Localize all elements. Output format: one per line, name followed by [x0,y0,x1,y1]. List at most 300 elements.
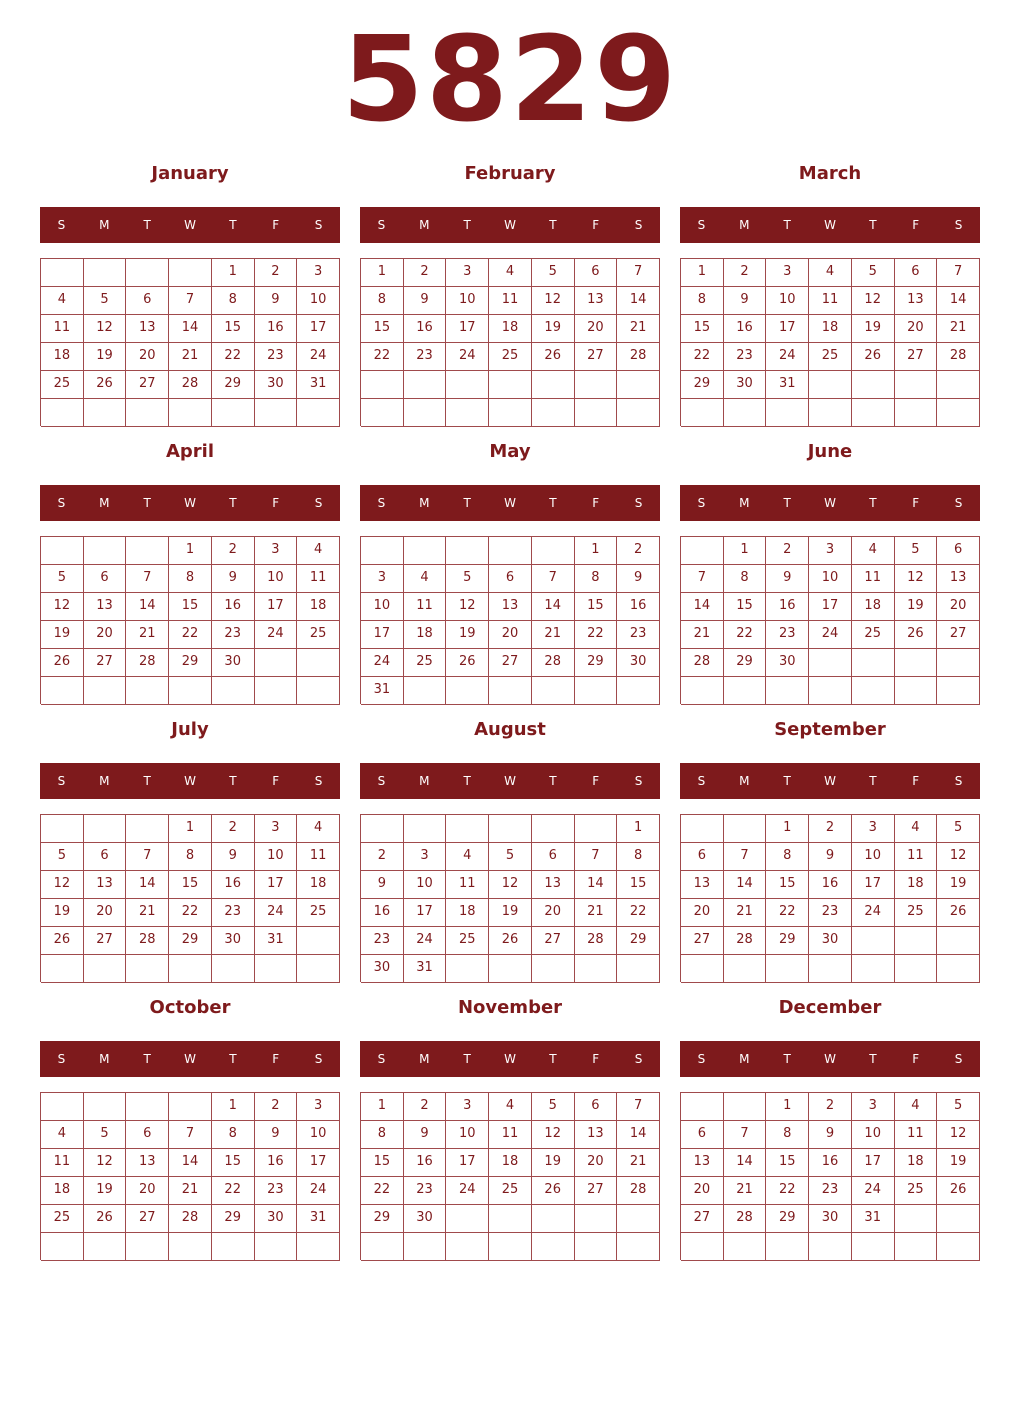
day-cell: 3 [852,1093,895,1121]
empty-day-cell [297,677,340,705]
day-cell: 28 [126,649,169,677]
empty-day-cell [446,537,489,565]
day-cell: 6 [84,565,127,593]
day-cell: 11 [895,843,938,871]
day-cell: 29 [766,927,809,955]
month-november [360,994,660,1272]
empty-day-cell [724,1093,767,1121]
day-cell: 16 [255,1149,298,1177]
weekday-label: T [869,774,877,788]
day-cell: 12 [41,593,84,621]
day-cell: 11 [297,843,340,871]
month-title: April [165,441,215,462]
day-cell: 20 [681,899,724,927]
day-cell: 21 [937,315,980,343]
day-cell: 5 [84,1121,127,1149]
day-cell: 17 [852,1149,895,1177]
day-cell: 14 [681,593,724,621]
empty-day-cell [84,399,127,427]
day-cell: 7 [169,287,212,315]
empty-day-cell [255,649,298,677]
day-cell: 7 [937,259,980,287]
day-cell: 18 [852,593,895,621]
day-cell: 13 [126,1149,169,1177]
day-cell: 4 [895,1093,938,1121]
day-cell: 4 [489,1093,532,1121]
day-cell: 11 [895,1121,938,1149]
day-cell: 15 [724,593,767,621]
empty-day-cell [895,649,938,677]
empty-day-cell [446,677,489,705]
day-cell: 24 [297,343,340,371]
weekday-label: W [504,218,516,232]
empty-day-cell [84,1093,127,1121]
day-cell: 15 [212,315,255,343]
empty-day-cell [575,955,618,983]
day-cell: 11 [809,287,852,315]
empty-day-cell [766,677,809,705]
day-cell: 6 [532,843,575,871]
day-cell: 23 [617,621,660,649]
weekday-label: F [592,1052,600,1066]
day-cell: 23 [255,1177,298,1205]
day-cell: 21 [126,621,169,649]
day-cell: 21 [126,899,169,927]
weekday-label: T [463,496,471,510]
weekday-label: M [739,1052,750,1066]
month-march [680,160,980,438]
weekday-header [40,1041,340,1077]
day-cell: 20 [895,315,938,343]
day-cell: 6 [84,843,127,871]
weekday-label: W [184,774,196,788]
month-title: July [171,719,209,740]
day-cell: 31 [852,1205,895,1233]
weekday-label: T [229,218,237,232]
day-cell: 25 [895,899,938,927]
day-cell: 7 [724,843,767,871]
day-cell: 17 [404,899,447,927]
empty-day-cell [575,399,618,427]
day-cell: 17 [255,871,298,899]
day-cell: 28 [575,927,618,955]
day-cell: 11 [852,565,895,593]
day-cell: 12 [532,1121,575,1149]
empty-day-cell [809,371,852,399]
day-cell: 3 [852,815,895,843]
empty-day-cell [937,399,980,427]
weekday-label: T [549,496,557,510]
day-cell: 4 [297,815,340,843]
months-grid [40,160,980,1272]
empty-day-cell [297,1233,340,1261]
day-cell: 17 [852,871,895,899]
day-cell: 1 [681,259,724,287]
weekday-label: M [419,1052,430,1066]
weekday-label: W [184,1052,196,1066]
day-cell: 8 [361,287,404,315]
day-cell: 18 [41,343,84,371]
day-cell: 17 [297,1149,340,1177]
weekday-header [40,763,340,799]
day-cell: 25 [809,343,852,371]
day-cell: 22 [169,621,212,649]
day-cell: 10 [852,843,895,871]
empty-day-cell [617,371,660,399]
empty-day-cell [575,677,618,705]
day-cell: 24 [361,649,404,677]
empty-day-cell [809,955,852,983]
day-cell: 27 [84,927,127,955]
day-cell: 3 [297,259,340,287]
empty-day-cell [41,259,84,287]
day-cell: 29 [724,649,767,677]
day-cell: 13 [681,871,724,899]
weekday-label: S [377,774,386,788]
day-cell: 26 [937,1177,980,1205]
empty-day-cell [169,1233,212,1261]
day-cell: 21 [724,1177,767,1205]
month-title: June [807,441,853,462]
weekday-label: S [954,774,963,788]
empty-day-cell [766,1233,809,1261]
day-cell: 1 [766,815,809,843]
day-cell: 28 [724,1205,767,1233]
empty-day-cell [169,259,212,287]
day-cell: 9 [255,1121,298,1149]
day-cell: 27 [126,1205,169,1233]
day-cell: 5 [532,1093,575,1121]
weekday-label: S [377,218,386,232]
day-cell: 3 [766,259,809,287]
day-cell: 9 [404,1121,447,1149]
empty-day-cell [681,399,724,427]
empty-day-cell [404,677,447,705]
weekday-label: T [143,496,151,510]
day-cell: 9 [255,287,298,315]
empty-day-cell [41,1233,84,1261]
weekday-label: W [504,1052,516,1066]
day-cell: 23 [404,1177,447,1205]
day-cell: 25 [489,343,532,371]
weekday-label: T [143,218,151,232]
day-cell: 9 [404,287,447,315]
day-cell: 15 [169,871,212,899]
day-cell: 9 [809,1121,852,1149]
day-cell: 10 [852,1121,895,1149]
day-cell: 27 [126,371,169,399]
day-cell: 12 [532,287,575,315]
day-cell: 13 [489,593,532,621]
day-cell: 22 [212,343,255,371]
empty-day-cell [446,371,489,399]
day-cell: 16 [212,593,255,621]
empty-day-cell [937,371,980,399]
day-cell: 11 [404,593,447,621]
day-cell: 19 [84,1177,127,1205]
day-cell: 29 [212,371,255,399]
empty-day-cell [809,399,852,427]
day-cell: 26 [489,927,532,955]
day-cell: 25 [852,621,895,649]
empty-day-cell [681,537,724,565]
empty-day-cell [297,927,340,955]
day-cell: 30 [404,1205,447,1233]
weekday-label: S [954,1052,963,1066]
empty-day-cell [489,537,532,565]
day-cell: 5 [532,259,575,287]
day-cell: 29 [212,1205,255,1233]
day-cell: 10 [297,1121,340,1149]
day-cell: 13 [575,1121,618,1149]
weekday-label: T [143,774,151,788]
day-cell: 9 [809,843,852,871]
month-august [360,716,660,994]
day-cell: 7 [126,843,169,871]
day-grid [40,536,340,704]
weekday-header [680,1041,980,1077]
day-cell: 8 [169,843,212,871]
day-cell: 26 [41,649,84,677]
day-cell: 26 [852,343,895,371]
day-cell: 17 [446,315,489,343]
day-cell: 19 [937,871,980,899]
weekday-label: M [739,218,750,232]
empty-day-cell [212,677,255,705]
day-cell: 19 [41,899,84,927]
empty-day-cell [575,1233,618,1261]
empty-day-cell [937,955,980,983]
day-cell: 4 [489,259,532,287]
day-cell: 26 [895,621,938,649]
empty-day-cell [41,677,84,705]
day-cell: 2 [404,1093,447,1121]
weekday-label: F [592,218,600,232]
day-cell: 23 [766,621,809,649]
day-cell: 8 [212,287,255,315]
weekday-label: T [229,774,237,788]
day-cell: 7 [532,565,575,593]
day-cell: 25 [41,1205,84,1233]
empty-day-cell [361,399,404,427]
day-cell: 9 [724,287,767,315]
day-cell: 4 [809,259,852,287]
empty-day-cell [617,399,660,427]
day-cell: 10 [766,287,809,315]
weekday-label: S [954,496,963,510]
weekday-label: S [697,218,706,232]
day-cell: 7 [681,565,724,593]
day-cell: 15 [617,871,660,899]
day-cell: 25 [297,899,340,927]
day-cell: 6 [575,259,618,287]
weekday-label: M [99,774,110,788]
day-cell: 10 [809,565,852,593]
day-cell: 5 [895,537,938,565]
day-cell: 22 [681,343,724,371]
day-cell: 20 [575,315,618,343]
empty-day-cell [852,399,895,427]
weekday-label: T [783,218,791,232]
empty-day-cell [617,955,660,983]
day-cell: 13 [937,565,980,593]
day-cell: 12 [895,565,938,593]
day-cell: 19 [895,593,938,621]
day-cell: 19 [852,315,895,343]
day-cell: 29 [681,371,724,399]
day-cell: 27 [681,927,724,955]
day-cell: 6 [681,843,724,871]
day-cell: 26 [532,343,575,371]
day-cell: 20 [84,899,127,927]
empty-day-cell [404,815,447,843]
weekday-label: T [783,774,791,788]
day-cell: 1 [575,537,618,565]
day-cell: 7 [126,565,169,593]
day-cell: 8 [575,565,618,593]
day-cell: 22 [361,343,404,371]
month-title: May [489,441,531,462]
day-cell: 5 [41,843,84,871]
weekday-header [360,207,660,243]
weekday-header [40,485,340,521]
day-cell: 2 [809,1093,852,1121]
day-cell: 30 [212,927,255,955]
empty-day-cell [489,1205,532,1233]
weekday-label: T [869,1052,877,1066]
empty-day-cell [169,399,212,427]
weekday-label: M [99,218,110,232]
month-title: October [149,997,231,1018]
weekday-label: W [504,774,516,788]
day-cell: 26 [532,1177,575,1205]
weekday-label: S [697,496,706,510]
day-cell: 28 [169,1205,212,1233]
month-may [360,438,660,716]
empty-day-cell [169,1093,212,1121]
day-cell: 17 [255,593,298,621]
day-cell: 5 [937,1093,980,1121]
weekday-label: F [912,496,920,510]
day-cell: 31 [297,1205,340,1233]
day-cell: 19 [489,899,532,927]
day-cell: 12 [84,315,127,343]
empty-day-cell [809,677,852,705]
day-cell: 4 [404,565,447,593]
day-cell: 24 [446,1177,489,1205]
empty-day-cell [84,815,127,843]
day-cell: 14 [724,871,767,899]
empty-day-cell [361,815,404,843]
day-cell: 5 [937,815,980,843]
empty-day-cell [212,1233,255,1261]
empty-day-cell [404,371,447,399]
day-cell: 7 [169,1121,212,1149]
day-cell: 25 [41,371,84,399]
day-cell: 4 [895,815,938,843]
weekday-label: W [824,774,836,788]
empty-day-cell [852,927,895,955]
weekday-label: M [739,774,750,788]
empty-day-cell [724,815,767,843]
day-cell: 4 [852,537,895,565]
day-cell: 16 [809,1149,852,1177]
day-grid [40,258,340,426]
weekday-header [360,763,660,799]
weekday-label: S [57,218,66,232]
day-cell: 28 [681,649,724,677]
day-cell: 2 [724,259,767,287]
day-cell: 21 [724,899,767,927]
day-cell: 8 [169,565,212,593]
month-december [680,994,980,1272]
day-cell: 28 [532,649,575,677]
weekday-label: S [377,1052,386,1066]
day-cell: 25 [895,1177,938,1205]
day-cell: 19 [532,315,575,343]
day-cell: 18 [489,315,532,343]
month-title: December [778,997,882,1018]
weekday-label: S [634,774,643,788]
empty-day-cell [724,399,767,427]
day-cell: 31 [255,927,298,955]
day-grid [40,814,340,982]
day-cell: 8 [681,287,724,315]
day-cell: 5 [84,287,127,315]
day-cell: 30 [212,649,255,677]
weekday-label: T [549,1052,557,1066]
weekday-label: S [57,496,66,510]
empty-day-cell [41,955,84,983]
day-cell: 8 [617,843,660,871]
weekday-label: F [272,1052,280,1066]
empty-day-cell [575,1205,618,1233]
day-cell: 25 [446,927,489,955]
empty-day-cell [361,537,404,565]
day-cell: 2 [361,843,404,871]
day-cell: 18 [297,593,340,621]
empty-day-cell [937,927,980,955]
weekday-label: S [57,774,66,788]
month-title: January [151,163,229,184]
day-cell: 14 [937,287,980,315]
weekday-label: F [272,774,280,788]
weekday-label: W [504,496,516,510]
day-cell: 20 [532,899,575,927]
weekday-label: F [912,774,920,788]
day-cell: 31 [297,371,340,399]
empty-day-cell [532,955,575,983]
empty-day-cell [169,677,212,705]
empty-day-cell [84,259,127,287]
day-cell: 27 [489,649,532,677]
weekday-label: M [419,774,430,788]
day-cell: 3 [361,565,404,593]
day-cell: 2 [617,537,660,565]
weekday-label: S [57,1052,66,1066]
empty-day-cell [681,955,724,983]
empty-day-cell [766,399,809,427]
day-cell: 28 [617,1177,660,1205]
day-cell: 31 [766,371,809,399]
empty-day-cell [41,815,84,843]
day-cell: 24 [809,621,852,649]
weekday-label: T [229,496,237,510]
day-cell: 12 [937,843,980,871]
day-cell: 25 [297,621,340,649]
day-cell: 14 [126,871,169,899]
day-cell: 12 [84,1149,127,1177]
